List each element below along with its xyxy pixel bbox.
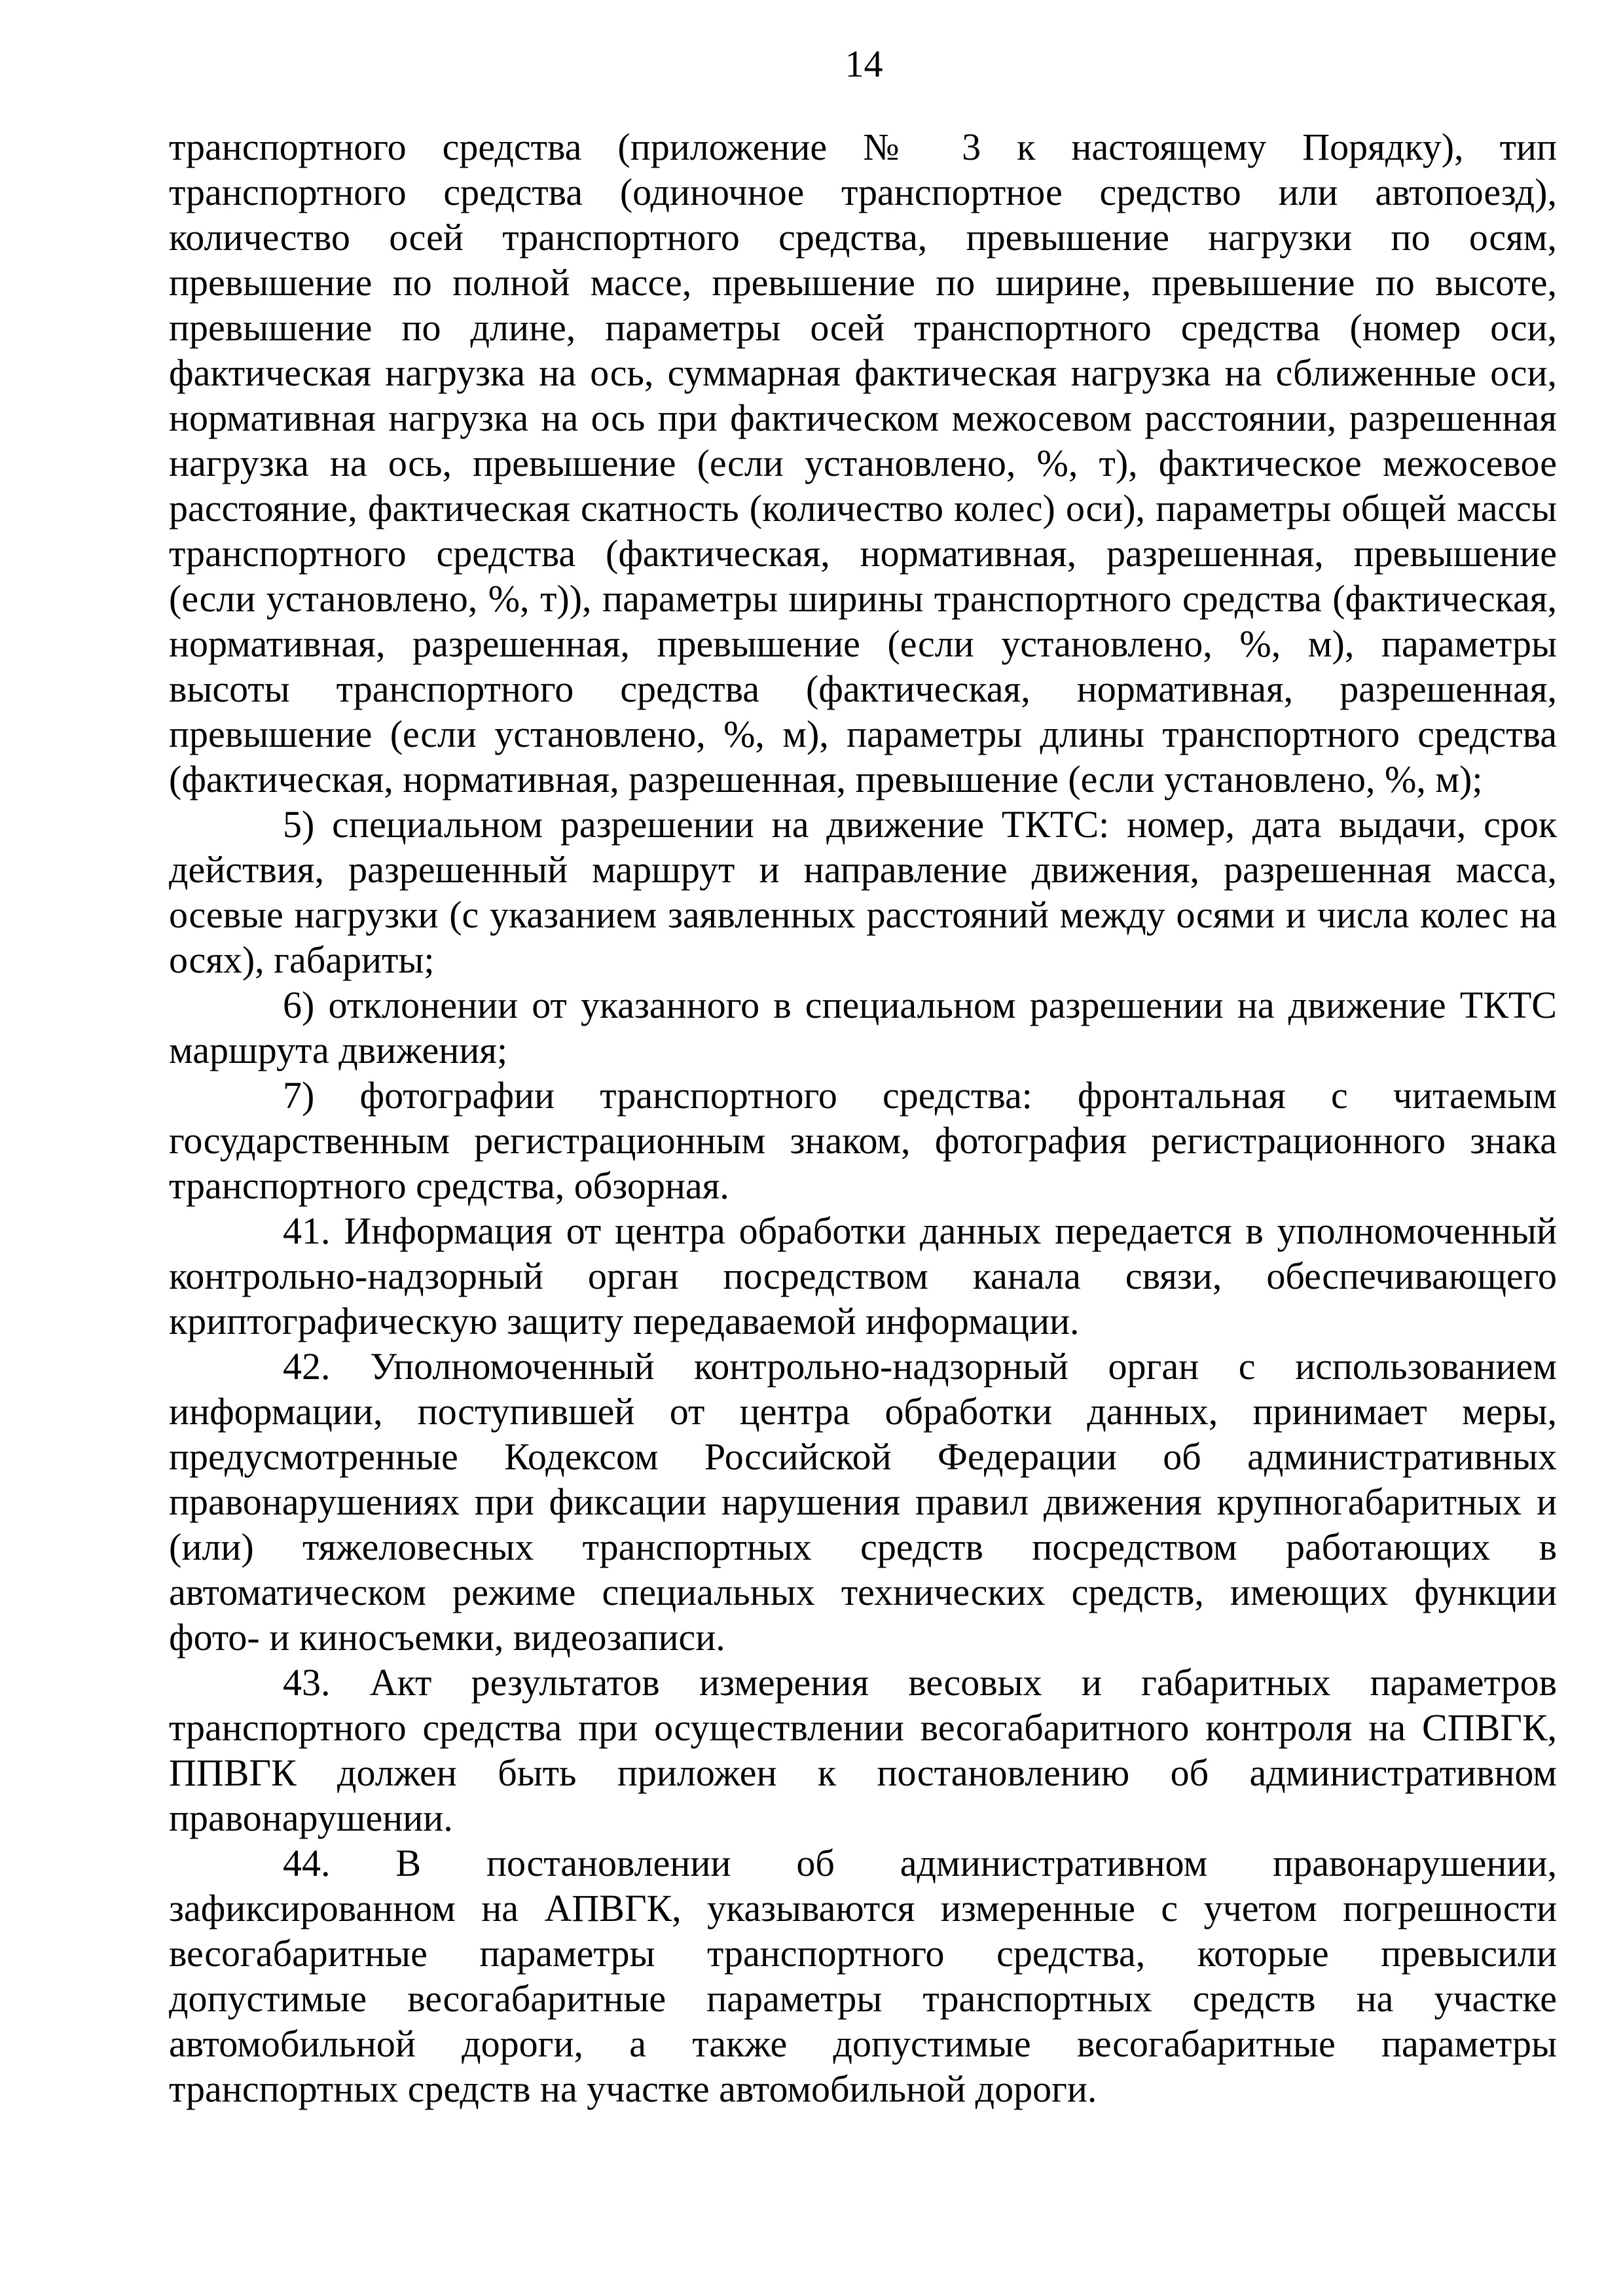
text-line: автоматическом режиме специальных технических средств, имеющих функции [169,1571,1557,1613]
text-line: 44. В постановлении об административном правонарушении, [283,1842,1557,1884]
text-line: 41. Информация от центра обработки данных передается в уполномоченный [283,1210,1557,1252]
text-line: государственным регистрационным знаком, фотография регистрационного знака [169,1119,1557,1162]
text-line: криптографическую защиту передаваемой информации. [169,1300,1080,1342]
text-line: ППВГК должен быть приложен к постановлению об административном [169,1751,1557,1794]
text-line: транспортных средств на участке автомобильной дороги. [169,2068,1097,2110]
text-line: транспортного средства при осуществлении весогабаритного контроля на СПВГК, [169,1706,1557,1749]
text-line: действия, разрешенный маршрут и направление движения, разрешенная масса, [169,848,1557,891]
text-line: транспортного средства (приложение № 3 к настоящему Порядку), тип [169,126,1557,168]
paragraph [169,1208,1557,1344]
text-line: предусмотренные Кодексом Российской Федерации об административных [169,1435,1557,1478]
text-line: правонарушении. [169,1797,453,1839]
text-line: правонарушениях при фиксации нарушения правил движения крупногабаритных и [169,1480,1557,1523]
text-line: маршрута движения; [169,1029,508,1071]
text-line: 43. Акт результатов измерения весовых и габаритных параметров [283,1661,1557,1704]
text-line: транспортного средства, обзорная. [169,1164,729,1207]
text-line: 5) специальном разрешении на движение ТКТС: номер, дата выдачи, срок [283,803,1557,846]
paragraph [169,1073,1557,1208]
document-body [169,124,1557,2111]
text-line: осях), габариты; [169,939,435,981]
text-line: нормативная нагрузка на ось при фактическом межосевом расстоянии, разрешенная [169,397,1557,439]
paragraph [169,982,1557,1073]
paragraph [169,802,1557,982]
text-line: высоты транспортного средства (фактическая, нормативная, разрешенная, [169,668,1557,710]
paragraph [169,124,1557,802]
text-line: транспортного средства (фактическая, нормативная, разрешенная, превышение [169,532,1557,575]
text-line: автомобильной дороги, а также допустимые весогабаритные параметры [169,2022,1557,2065]
text-line: нормативная, разрешенная, превышение (если установлено, %, м), параметры [169,622,1557,665]
text-line: транспортного средства (одиночное транспортное средство или автопоезд), [169,171,1557,213]
text-line: 6) отклонении от указанного в специальном разрешении на движение ТКТС [283,984,1557,1026]
text-line: расстояние, фактическая скатность (количество колес) оси), параметры общей массы [169,487,1557,529]
paragraph [169,1660,1557,1840]
text-line: фактическая нагрузка на ось, суммарная фактическая нагрузка на сближенные оси, [169,351,1557,394]
text-line: 7) фотографии транспортного средства: фронтальная с читаемым [283,1074,1557,1117]
text-line: количество осей транспортного средства, превышение нагрузки по осям, [169,216,1557,259]
text-line: контрольно-надзорный орган посредством канала связи, обеспечивающего [169,1255,1557,1297]
text-line: (или) тяжеловесных транспортных средств посредством работающих в [169,1526,1557,1568]
text-line: информации, поступившей от центра обработки данных, принимает меры, [169,1390,1557,1433]
text-line: весогабаритные параметры транспортного средства, которые превысили [169,1932,1557,1975]
text-line: зафиксированном на АПВГК, указываются измеренные с учетом погрешности [169,1887,1557,1929]
text-line: осевые нагрузки (с указанием заявленных расстояний между осями и числа колес на [169,893,1557,936]
text-line: 42. Уполномоченный контрольно-надзорный орган с использованием [283,1345,1557,1388]
text-line: нагрузка на ось, превышение (если установлено, %, т), фактическое межосевое [169,442,1557,484]
text-line: превышение по полной массе, превышение по ширине, превышение по высоте, [169,261,1557,304]
text-line: превышение (если установлено, %, м), параметры длины транспортного средства [169,713,1557,755]
page-number: 14 [845,43,883,85]
text-line: (если установлено, %, т)), параметры ширины транспортного средства (фактическая, [169,577,1557,620]
text-line: (фактическая, нормативная, разрешенная, превышение (если установлено, %, м); [169,758,1483,800]
paragraph [169,1344,1557,1660]
text-line: фото- и киносъемки, видеозаписи. [169,1616,725,1659]
text-line: превышение по длине, параметры осей транспортного средства (номер оси, [169,306,1557,349]
paragraph [169,1840,1557,2111]
text-line: допустимые весогабаритные параметры транспортных средств на участке [169,1977,1557,2020]
